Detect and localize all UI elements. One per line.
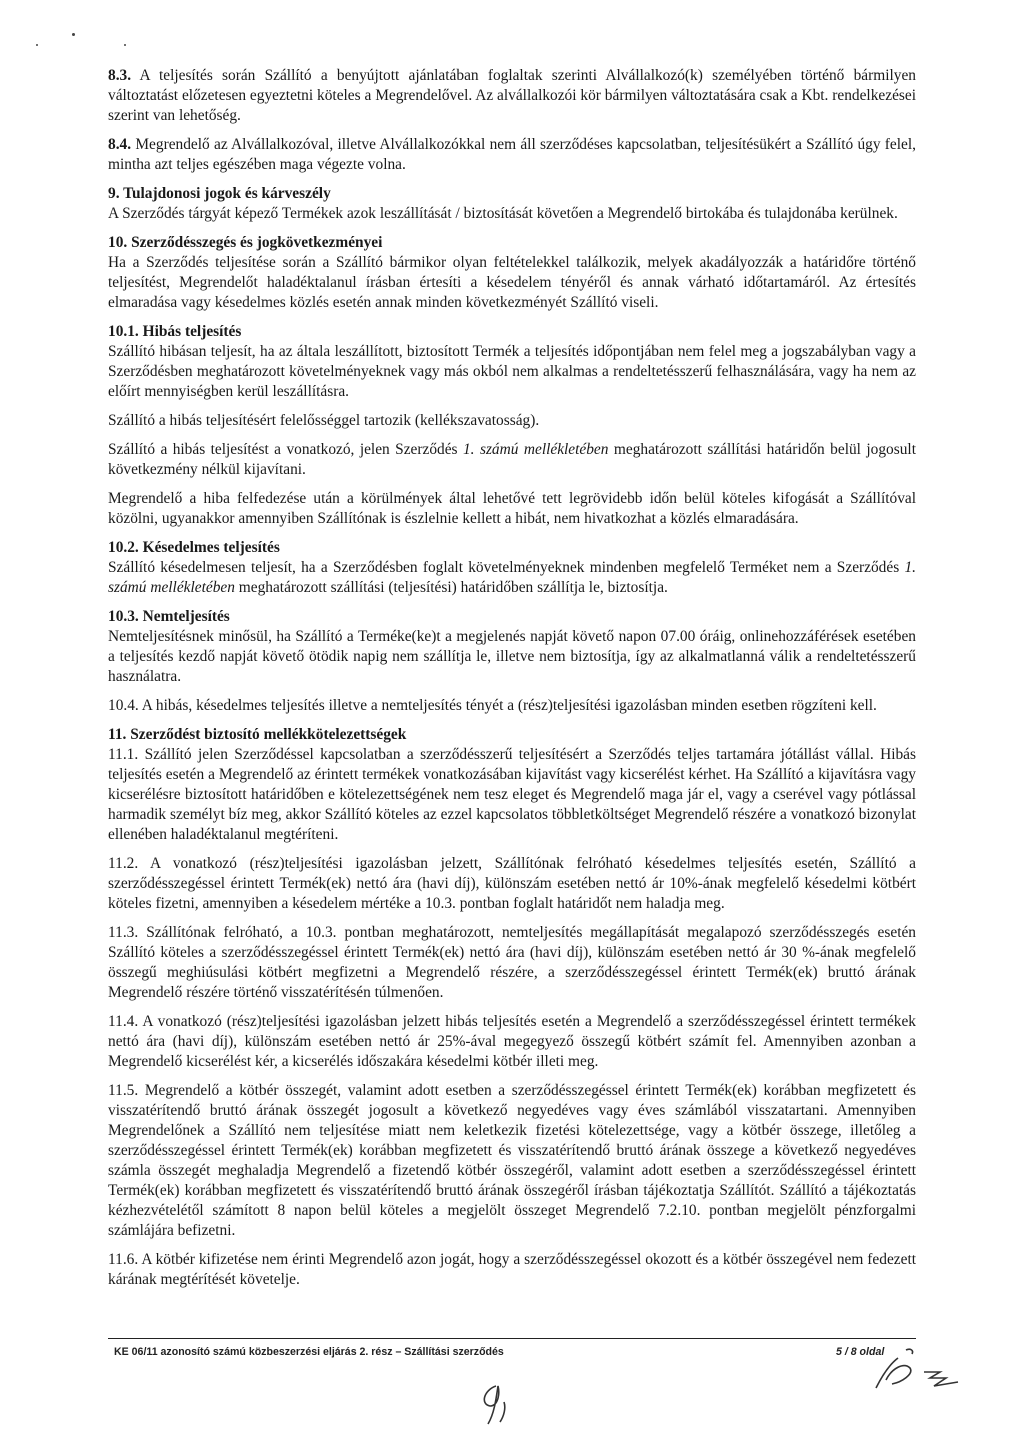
paragraph-11-2 <box>108 854 916 914</box>
footer-document-id: KE 06/11 azonosító számú közbeszerzési eljárás 2. rész – Szállítási szerződés <box>114 1346 504 1358</box>
section-heading-11: 11. Szerződést biztosító mellékkötelezettségek <box>108 726 407 743</box>
document-body <box>108 66 916 1290</box>
paragraph-8-3 <box>108 66 916 126</box>
paragraph-number: 11.2. <box>108 855 139 872</box>
paragraph-10-1-d: Megrendelő a hiba felfedezése után a körülmények által lehetővé tett legrövidebb időn belül köteles kifogását a Szállítóval közölni, ugyanakkor amennyiben Szállítónak is észlelnie kellett a hibát, nem hivatkozhat a közlés elmaradására. <box>108 490 916 527</box>
paragraph-11-1 <box>108 745 916 845</box>
paragraph-text: A vonatkozó (rész)teljesítési igazolásban jelzett, Szállítónak felróható késedelmes teljesítés esetén, Szállító a szerződésszegéssel érintett Termék(ek) nettó ára (havi díj), különszám esetében nettó ár 10%-ának megfelelő késedelmi kötbért köteles fizetni, amennyiben a késedelem mértéke a 10.3. pontban foglalt határidőt nem haladja meg. <box>108 855 916 912</box>
paragraph-text: Megrendelő az Alvállalkozóval, illetve Alvállalkozókkal nem áll szerződéses kapcsolatban, teljesítésükért a Szállító úgy felel, mintha azt teljes egészében maga végezte volna. <box>108 136 916 173</box>
signature-initials-bottom <box>470 1378 530 1430</box>
paragraph-number: 11.4. <box>108 1013 139 1030</box>
paragraph-text: A hibás, késedelmes teljesítés illetve a nemteljesítés tényét a (rész)teljesítési igazolásban minden esetben rögzíteni kell. <box>141 697 877 714</box>
text-run: meghatározott szállítási (teljesítési) határidőben szállítja le, biztosítja. <box>234 579 668 596</box>
section-heading-9: 9. Tulajdonosi jogok és kárveszély <box>108 185 331 202</box>
paragraph-10: Ha a Szerződés teljesítése során a Szállító bármikor olyan feltételekkel találkozik, melyek akadályozzák a határidőre történő teljesítést, Megrendelőt haladéktalanul írásban értesíti a késedelem tényéről és annak várható időtartamáról. Az értesítés elmaradása vagy késedelmes közlés esetén annak minden következményét Szállító viseli. <box>108 254 916 311</box>
paragraph-number: 11.3. <box>108 924 139 941</box>
section-heading-10-2: 10.2. Késedelmes teljesítés <box>108 539 280 556</box>
italic-reference: 1. számú mellékletében <box>108 559 916 596</box>
text-run: Szállító késedelmesen teljesít, ha a Szerződésben foglalt követelményeknek mindenben megfelelő Terméket nem a Szerződés <box>108 559 905 576</box>
scan-speck <box>72 33 75 36</box>
paragraph-10-2 <box>108 558 916 598</box>
paragraph-number: 10.4. <box>108 697 139 714</box>
section-heading-10-3: 10.3. Nemteljesítés <box>108 608 230 625</box>
paragraph-10-3: Nemteljesítésnek minősül, ha Szállító a Terméke(ke)t a megjelenés napját követő napon 07.00 óráig, onlinehozzáférések esetében a teljesítés kezdő napját követő ötödik napig nem szállítja le, illetve nem biztosítja, így az alkalmatlanná válik a rendeltetésszerű használatra. <box>108 628 916 685</box>
text-run: Szállító a hibás teljesítést a vonatkozó, jelen Szerződés <box>108 441 463 458</box>
paragraph-10-4 <box>108 696 916 716</box>
paragraph-11-6 <box>108 1250 916 1290</box>
paragraph-number: 11.5. <box>108 1082 139 1099</box>
paragraph-text: Szállítónak felróható, a 10.3. pontban meghatározott, nemteljesítés megállapítását megalapozó szerződésszegés esetén Szállító köteles a szerződésszegéssel érintett Termék(ek) nettó ára (havi díj), különszám esetében nettó ár 30 %-ának megfelelő összegű meghiúsulási kötbért megfizetni a Megrendelő részére, a szerződésszegéssel érintett Termék(ek) bruttó árának Megrendelő részére történő visszatérítésén túlmenően. <box>108 924 916 1001</box>
footer-page-number: 5 / 8 oldal <box>836 1346 885 1358</box>
paragraph-11-5 <box>108 1081 916 1241</box>
page-footer <box>108 1338 916 1358</box>
paragraph-text: Szállító jelen Szerződéssel kapcsolatban a szerződésszerű teljesítésért a Szerződés teljes tartamára jótállást vállal. Hibás teljesítés esetén a Megrendelő az érintett termékek vonatkozásában kijavítást vagy kicserélést kérhet. Ha Szállító a kijavításra vagy kicserélésre biztosított határidőben e kötelezettségének nem tesz eleget és Megrendelő maga jár el, vagy a cserével vagy pótlással harmadik személyt bíz meg, akkor Szállító köteles az ezzel kapcsolatos többletköltséget Megrendelő részére a vonatkozó bizonylat ellenében haladéktalanul megtéríteni. <box>108 746 916 843</box>
signature-initials-right <box>862 1338 972 1408</box>
paragraph-10-1-a: Szállító hibásan teljesít, ha az általa leszállított, biztosított Termék a teljesítés időpontjában nem felel meg a jogszabályban vagy a Szerződésben meghatározott követelményeknek vagy más okból nem alkalmas a rendeltetésszerű felhasználására, vagy ha nem az előírt mennyiségben kerül leszállításra. <box>108 343 916 400</box>
paragraph-8-4 <box>108 135 916 175</box>
paragraph-number: 11.6. <box>108 1251 139 1268</box>
paragraph-11-4 <box>108 1012 916 1072</box>
italic-reference: 1. számú mellékletében <box>462 441 609 458</box>
text-run: meghatározott szállítási határidőn belül jogosult következmény nélkül kijavítani. <box>108 441 916 478</box>
paragraph-10-1-c <box>108 440 916 480</box>
paragraph-11-3 <box>108 923 916 1003</box>
paragraph-text: A vonatkozó (rész)teljesítési igazolásban jelzett hibás teljesítés esetén a Megrendelő a szerződésszegéssel érintett termékek nettó ára (havi díj), különszám esetében nettó ár 25%-ával megegyező összegű kötbért számít fel. Amennyiben azonban a Megrendelő kicserélést kér, a kicserélés időszakára késedelmi kötbér illeti meg. <box>108 1013 917 1070</box>
paragraph-text: Megrendelő a kötbér összegét, valamint adott esetben a szerződésszegéssel érintett Termék(ek) korábban megfizetett és visszatérítendő bruttó árának összegét jogosult a következő negyedéves vagy éves számlából visszatartani. Amennyiben Megrendelőnek a Szállító nem teljesítése miatt nem keletkezik fizetési kötelezettsége, vagy a kötbér összege, illetőleg a szerződésszegéssel érintett Termék(ek) korábban megfizetett és visszatérítendő bruttó árának összege a következő negyedéves számla összegét meghaladja Megrendelő a fizetendő kötbér összegéről, valamint adott esetben a szerződésszegéssel érintett Termék(ek) korábban megfizetett és visszatérítendő bruttó árának összegéről írásban tájékoztatja Szállítót. Szállító a tájékoztatás kézhezvételétől számított 8 napon belül köteles a megjelölt összeget Megrendelő 7.2.10. pontban megjelölt pénzforgalmi számlájára befizetni. <box>108 1082 916 1239</box>
scan-speck <box>36 44 38 46</box>
paragraph-9: A Szerződés tárgyát képező Termékek azok leszállítását / biztosítását követően a Megrendelő birtokába és tulajdonába kerülnek. <box>108 205 898 222</box>
paragraph-10-1-b: Szállító a hibás teljesítésért felelősséggel tartozik (kellékszavatosság). <box>108 412 540 429</box>
section-heading-10: 10. Szerződésszegés és jogkövetkezményei <box>108 234 383 251</box>
scan-speck <box>124 44 126 46</box>
paragraph-number: 8.3. <box>108 67 132 84</box>
paragraph-number: 8.4. <box>108 136 132 153</box>
section-heading-10-1: 10.1. Hibás teljesítés <box>108 323 242 340</box>
paragraph-text: A kötbér kifizetése nem érinti Megrendelő azon jogát, hogy a szerződésszegéssel okozott és a kötbér összegével nem fedezett kárának megtérítését követelje. <box>108 1251 916 1288</box>
paragraph-text: A teljesítés során Szállító a benyújtott ajánlatában foglaltak szerinti Alvállalkozó(k) személyében történő bármilyen változtatást előzetesen egyeztetni köteles a Megrendelővel. Az alvállalkozói kör bármilyen változtatására csak a Kbt. rendelkezései szerint van lehetőség. <box>108 67 916 124</box>
paragraph-number: 11.1. <box>108 746 139 763</box>
